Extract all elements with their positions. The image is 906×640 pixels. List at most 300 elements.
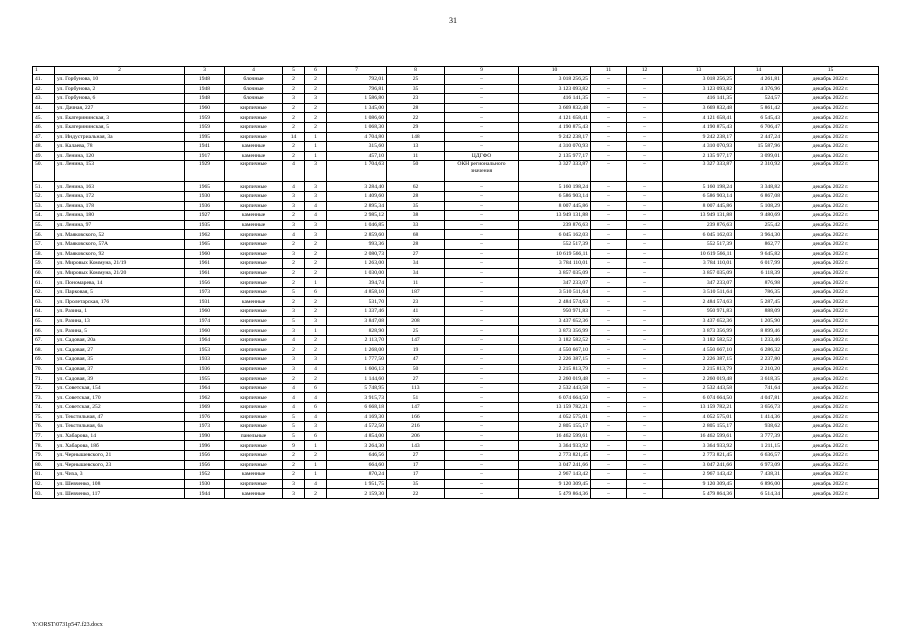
table-cell: кирпичные (225, 335, 283, 345)
table-cell: декабрь 2022 г. (783, 94, 879, 104)
table-cell: 828,90 (327, 326, 387, 336)
table-cell: 1973 (185, 422, 225, 432)
table-cell: 2 (283, 239, 305, 249)
table-cell: 62 (387, 182, 445, 192)
table-cell: – (445, 132, 519, 142)
table-cell: 1976 (185, 412, 225, 422)
table-cell: 3 047 241,66 (663, 460, 735, 470)
table-cell: ул. Разина, 1 (55, 307, 185, 317)
table-cell: 1 606,13 (327, 364, 387, 374)
table-row (33, 364, 879, 374)
table-cell: 2 215 813,79 (663, 364, 735, 374)
table-cell: 1 211,15 (735, 441, 783, 451)
table-cell: декабрь 2022 г. (783, 287, 879, 297)
table-cell: 48. (33, 142, 55, 152)
table-cell: декабрь 2022 г. (783, 374, 879, 384)
table-cell: – (445, 364, 519, 374)
table-row (33, 103, 879, 113)
table-cell: каменные (225, 489, 283, 499)
table-cell: 1936 (185, 201, 225, 211)
table-row (33, 94, 879, 104)
table-cell: 4 (283, 182, 305, 192)
table-cell: декабрь 2022 г. (783, 412, 879, 422)
table-cell: 552 517,39 (663, 239, 735, 249)
table-cell: ул. Советская, 154 (55, 383, 185, 393)
table-cell: 4 572,50 (327, 422, 387, 432)
table-cell: ул. Маяковского, 57А (55, 239, 185, 249)
table-cell: 1941 (185, 142, 225, 152)
table-cell: 19 (387, 345, 445, 355)
table-cell: – (445, 278, 519, 288)
table-cell: 5 (283, 287, 305, 297)
table-cell: 67. (33, 335, 55, 345)
table-row (33, 182, 879, 192)
table-cell: – (627, 94, 663, 104)
table-cell: 4 376,96 (735, 84, 783, 94)
table-cell: – (591, 335, 627, 345)
table-row (33, 287, 879, 297)
table-cell: 2 (283, 345, 305, 355)
table-cell: – (591, 479, 627, 489)
table-cell: – (627, 441, 663, 451)
table-cell: каменные (225, 220, 283, 230)
table-cell: 76. (33, 422, 55, 432)
table-cell: 6 074 664,50 (519, 393, 591, 403)
table-cell: 1917 (185, 151, 225, 161)
table-cell: декабрь 2022 г. (783, 103, 879, 113)
table-cell: декабрь 2022 г. (783, 364, 879, 374)
table-cell: 27 (387, 249, 445, 259)
table-cell: 3 018 256,25 (663, 75, 735, 85)
table-cell: 216 (387, 422, 445, 432)
column-number: 9 (445, 67, 519, 75)
table-cell: 6 045 162,03 (519, 230, 591, 240)
table-cell: кирпичные (225, 161, 283, 182)
table-cell: – (591, 182, 627, 192)
table-cell: – (591, 441, 627, 451)
table-cell: 3 (305, 230, 327, 240)
table-cell: ул. Садовая, 20а (55, 335, 185, 345)
table-cell: 17 (387, 460, 445, 470)
table-cell: 1959 (185, 122, 225, 132)
table-cell: 3 284,40 (327, 182, 387, 192)
table-cell: 2 (283, 75, 305, 85)
column-number: 12 (627, 67, 663, 75)
table-cell: 3 (283, 326, 305, 336)
table-cell: – (627, 422, 663, 432)
table-cell: – (627, 249, 663, 259)
table-cell: 41 (387, 307, 445, 317)
table-cell: ул. Шевченко, 117 (55, 489, 185, 499)
table-cell: 3 510 511,64 (663, 287, 735, 297)
table-cell: 1962 (185, 230, 225, 240)
table-cell: каменные (225, 151, 283, 161)
table-cell: 1 068,30 (327, 122, 387, 132)
table-cell: 3 (305, 220, 327, 230)
column-number: 15 (783, 67, 879, 75)
table-cell: 3 437 652,36 (663, 316, 735, 326)
table-cell: – (445, 470, 519, 480)
table-cell: 4 (283, 383, 305, 393)
table-cell: 416 141,35 (663, 94, 735, 104)
table-cell: 1 337,46 (327, 307, 387, 317)
table-cell: 938,62 (735, 422, 783, 432)
table-cell: 3 510 511,64 (519, 287, 591, 297)
table-cell: ул. Маяковского, 92 (55, 249, 185, 259)
table-cell: 4 121 658,41 (663, 113, 735, 123)
table-cell: 2 (305, 122, 327, 132)
table-cell: 3 669 832,48 (663, 103, 735, 113)
table-cell: 1969 (185, 403, 225, 413)
table-cell: 792,01 (327, 75, 387, 85)
table-cell: 3 018 256,25 (519, 75, 591, 85)
table-cell: – (445, 201, 519, 211)
table-cell: 3 182 582,52 (519, 335, 591, 345)
table-cell: ул. Маяковского, 52 (55, 230, 185, 240)
table-cell: 2 (305, 489, 327, 499)
table-cell: каменные (225, 142, 283, 152)
table-cell: 993,36 (327, 239, 387, 249)
table-cell: 4 261,81 (735, 75, 783, 85)
table-cell: – (591, 431, 627, 441)
table-cell: 1948 (185, 84, 225, 94)
table-cell: 77. (33, 431, 55, 441)
table-cell: 34 (387, 268, 445, 278)
table-cell: декабрь 2022 г. (783, 489, 879, 499)
table-cell: – (627, 470, 663, 480)
table-cell: ул. Ленина, 120 (55, 151, 185, 161)
table-cell: декабрь 2022 г. (783, 403, 879, 413)
table-cell: 4 (305, 364, 327, 374)
table-cell: 862,77 (735, 239, 783, 249)
table-cell: 3 123 093,82 (519, 84, 591, 94)
table-cell: 786,35 (735, 287, 783, 297)
table-cell: каменные (225, 297, 283, 307)
table-cell: 208 (387, 316, 445, 326)
table-cell: 1961 (185, 259, 225, 269)
table-cell: 3 (305, 316, 327, 326)
table-cell: 8 007 445,86 (663, 201, 735, 211)
table-cell: 2 (305, 345, 327, 355)
table-cell: 3 (305, 94, 327, 104)
table-cell: – (627, 113, 663, 123)
table-cell: 1 086,60 (327, 113, 387, 123)
table-row (33, 142, 879, 152)
table-cell: 3 (283, 249, 305, 259)
table-cell: 1 144,60 (327, 374, 387, 384)
table-cell: 9 120 309,45 (663, 479, 735, 489)
table-cell: – (445, 230, 519, 240)
table-cell: 57. (33, 239, 55, 249)
table-cell: – (627, 307, 663, 317)
table-cell: 1 233,46 (735, 335, 783, 345)
table-cell: 187 (387, 287, 445, 297)
table-cell: 4 550 667,10 (663, 345, 735, 355)
table-cell: 1 586,80 (327, 94, 387, 104)
table-row (33, 230, 879, 240)
table-cell: 6 (305, 287, 327, 297)
table-cell: 2 210,20 (735, 364, 783, 374)
table-cell: 524,57 (735, 94, 783, 104)
table-cell: декабрь 2022 г. (783, 201, 879, 211)
table-cell: – (591, 142, 627, 152)
table-cell: – (445, 345, 519, 355)
table-cell: 3 857 035,09 (663, 268, 735, 278)
table-cell: 6 545,43 (735, 113, 783, 123)
table-cell: 206 (387, 431, 445, 441)
table-cell: 3 (283, 489, 305, 499)
table-cell: 4 704,80 (327, 132, 387, 142)
table-cell: 1 (305, 132, 327, 142)
table-cell: 8 007 445,86 (519, 201, 591, 211)
table-cell: 3 (283, 94, 305, 104)
table-cell: ул. Разина, 5 (55, 326, 185, 336)
table-cell: 27 (387, 374, 445, 384)
table-cell: 1955 (185, 374, 225, 384)
table-cell: ул. Ленина, 178 (55, 201, 185, 211)
table-cell: 69. (33, 355, 55, 365)
table-cell: ул. Мировых Коммуна, 21/20 (55, 268, 185, 278)
table-cell: – (627, 230, 663, 240)
table-cell: 8 899,46 (735, 326, 783, 336)
table-cell: 1 (305, 470, 327, 480)
table-cell: – (591, 412, 627, 422)
table-cell: 6 668,18 (327, 403, 387, 413)
table-cell: 741,64 (735, 383, 783, 393)
table-cell: – (591, 450, 627, 460)
table-cell: ул. Пролетарская, 176 (55, 297, 185, 307)
table-cell: 1936 (185, 364, 225, 374)
table-cell: 2 805 155,17 (663, 422, 735, 432)
table-cell: – (591, 326, 627, 336)
table-row (33, 345, 879, 355)
table-cell: 6 706,47 (735, 122, 783, 132)
table-cell: кирпичные (225, 316, 283, 326)
table-cell: ул. Садовая, 39 (55, 374, 185, 384)
table-cell: 2 (305, 75, 327, 85)
table-cell: 2 (283, 460, 305, 470)
housing-table (32, 66, 879, 499)
table-cell: – (591, 297, 627, 307)
table-cell: панельные (225, 431, 283, 441)
table-cell: 1 268,00 (327, 345, 387, 355)
table-cell: – (445, 113, 519, 123)
table-row (33, 316, 879, 326)
table-cell: 65. (33, 316, 55, 326)
table-row (33, 441, 879, 451)
table-cell: 347 233,07 (519, 278, 591, 288)
table-cell: 3 873 356,99 (663, 326, 735, 336)
table-cell: – (445, 403, 519, 413)
table-cell: кирпичные (225, 460, 283, 470)
table-cell: 64. (33, 307, 55, 317)
table-cell: 56. (33, 230, 55, 240)
table-cell: – (591, 191, 627, 201)
table-row (33, 355, 879, 365)
table-cell: ул. Индустриальная, 3а (55, 132, 185, 142)
table-cell: 950 971,83 (663, 307, 735, 317)
table-cell: кирпичные (225, 103, 283, 113)
table-cell: – (445, 211, 519, 221)
table-cell: кирпичные (225, 364, 283, 374)
table-cell: 457,10 (327, 151, 387, 161)
table-cell: – (591, 113, 627, 123)
table-cell: – (627, 393, 663, 403)
table-cell: – (591, 393, 627, 403)
table-cell: – (627, 239, 663, 249)
table-cell: 2 (305, 268, 327, 278)
table-row (33, 412, 879, 422)
table-cell: – (627, 201, 663, 211)
column-number: 8 (387, 67, 445, 75)
table-cell: декабрь 2022 г. (783, 393, 879, 403)
table-cell: – (445, 431, 519, 441)
table-cell: 646,56 (327, 450, 387, 460)
table-cell: 796,81 (327, 84, 387, 94)
table-cell: 1956 (185, 450, 225, 460)
table-cell: 1956 (185, 460, 225, 470)
table-cell: 9 645,82 (735, 249, 783, 259)
table-cell: 3 047 241,66 (519, 460, 591, 470)
table-cell: 4 052 575,01 (519, 412, 591, 422)
table-cell: 2 (283, 211, 305, 221)
table-cell: 2 484 574,63 (519, 297, 591, 307)
table-cell: – (591, 316, 627, 326)
table-cell: 3 (283, 220, 305, 230)
table-cell: 1962 (185, 393, 225, 403)
table-cell: 1931 (185, 297, 225, 307)
table-cell: – (591, 151, 627, 161)
table-cell: кирпичные (225, 191, 283, 201)
table-cell: декабрь 2022 г. (783, 249, 879, 259)
table-cell: 2 (283, 374, 305, 384)
table-cell: ул. Текстильная, 47 (55, 412, 185, 422)
table-cell: 1933 (185, 355, 225, 365)
table-cell: 4 (305, 201, 327, 211)
table-row (33, 431, 879, 441)
table-cell: ул. Екатерининская, 3 (55, 113, 185, 123)
table-cell: 6 586 903,14 (663, 191, 735, 201)
table-cell: 3 182 582,52 (663, 335, 735, 345)
column-number: 4 (225, 67, 283, 75)
column-number: 6 (305, 67, 327, 75)
table-cell: 16 462 599,61 (663, 431, 735, 441)
table-cell: ул. Текстильная, 6а (55, 422, 185, 432)
table-cell: 3 (305, 182, 327, 192)
table-cell: кирпичные (225, 268, 283, 278)
table-cell: 2 (305, 307, 327, 317)
table-cell: 83. (33, 489, 55, 499)
table-cell: 1 (305, 441, 327, 451)
column-number: 2 (55, 67, 185, 75)
table-cell: 4 (305, 211, 327, 221)
table-cell: 11 (387, 278, 445, 288)
table-cell: 1952 (185, 470, 225, 480)
table-row (33, 393, 879, 403)
table-cell: ул. Пономарева, 14 (55, 278, 185, 288)
table-cell: 2 (305, 335, 327, 345)
table-cell: 75. (33, 412, 55, 422)
table-cell: – (445, 239, 519, 249)
table-cell: декабрь 2022 г. (783, 460, 879, 470)
table-cell: кирпичные (225, 122, 283, 132)
table-cell: – (591, 345, 627, 355)
table-row (33, 489, 879, 499)
table-cell: – (445, 103, 519, 113)
table-cell: 113 (387, 383, 445, 393)
table-cell: – (445, 316, 519, 326)
table-cell: – (591, 132, 627, 142)
table-cell: – (445, 268, 519, 278)
table-cell: 1 704,63 (327, 161, 387, 182)
table-cell: 239 876,63 (519, 220, 591, 230)
table-cell: 2 113,70 (327, 335, 387, 345)
table-cell: 1948 (185, 75, 225, 85)
table-cell: кирпичные (225, 403, 283, 413)
table-cell: 5 160 198,24 (663, 182, 735, 192)
table-cell: – (591, 364, 627, 374)
table-cell: ул. Шевченко, 108 (55, 479, 185, 489)
table-cell: 3 915,73 (327, 393, 387, 403)
table-cell: – (627, 211, 663, 221)
table-cell: кирпичные (225, 201, 283, 211)
table-cell: кирпичные (225, 259, 283, 269)
table-cell: 2 (283, 151, 305, 161)
table-cell: 1 (305, 142, 327, 152)
table-cell: 4 (305, 393, 327, 403)
table-cell: 1 (305, 460, 327, 470)
table-cell: – (445, 297, 519, 307)
table-cell: 2 895,34 (327, 201, 387, 211)
table-cell: – (627, 132, 663, 142)
table-cell: 1964 (185, 335, 225, 345)
table-cell: 3 (283, 364, 305, 374)
table-cell: 2 967 143,42 (663, 470, 735, 480)
table-cell: декабрь 2022 г. (783, 191, 879, 201)
table-cell: – (627, 489, 663, 499)
table-cell: 28 (387, 103, 445, 113)
table-cell: 22 (387, 489, 445, 499)
table-cell: 1929 (185, 161, 225, 182)
table-cell: – (627, 297, 663, 307)
table-cell: 3 777,39 (735, 431, 783, 441)
table-cell: 9 (283, 441, 305, 451)
table-cell: 82. (33, 479, 55, 489)
footer-file-path: Y:\ORST\0731p547.f23.docx (32, 622, 103, 628)
table-cell: 1948 (185, 94, 225, 104)
table-cell: 2 (283, 450, 305, 460)
table-cell: 1 (305, 278, 327, 288)
table-cell: – (591, 259, 627, 269)
table-cell: ул. Горбунова, 10 (55, 75, 185, 85)
table-row (33, 297, 879, 307)
table-cell: – (627, 84, 663, 94)
table-cell: 6 896,00 (735, 479, 783, 489)
table-cell: 5 287,45 (735, 297, 783, 307)
table-cell: 13 949 131,88 (663, 211, 735, 221)
table-cell: 2 (283, 297, 305, 307)
table-cell: 1973 (185, 287, 225, 297)
table-cell: – (627, 75, 663, 85)
table-cell: 6 (305, 403, 327, 413)
table-cell: 6 (305, 383, 327, 393)
table-cell: – (445, 422, 519, 432)
table-cell: 42. (33, 84, 55, 94)
table-cell: декабрь 2022 г. (783, 307, 879, 317)
table-cell: 5 (283, 412, 305, 422)
table-cell: – (591, 422, 627, 432)
table-row (33, 249, 879, 259)
